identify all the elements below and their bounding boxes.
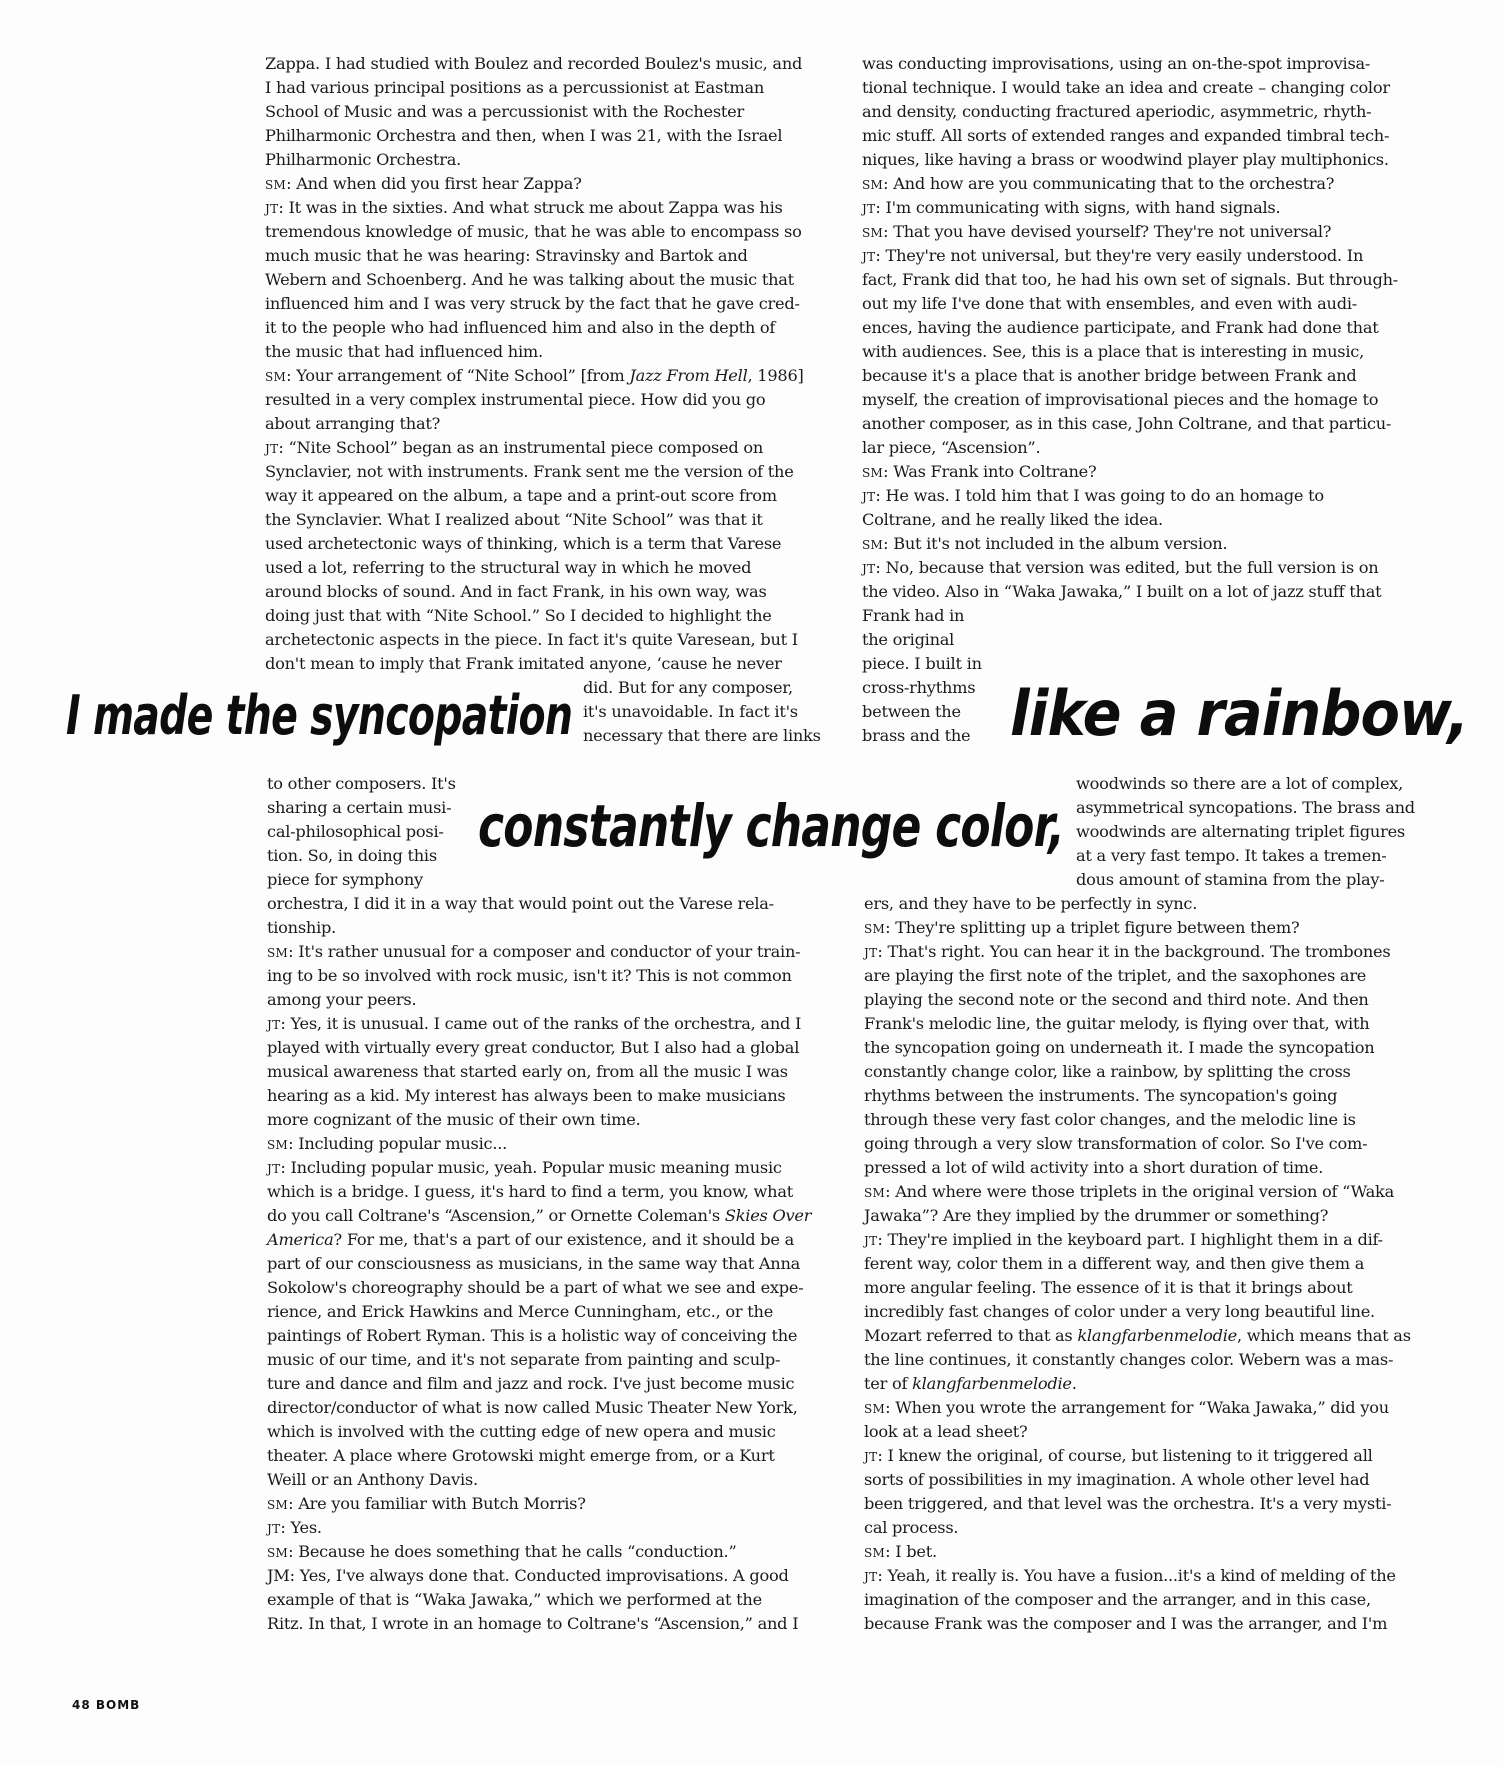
text-run: influenced him and I was very struck by the fact that he gave cred- [265,294,800,313]
speaker-label: sm [267,942,289,962]
text-line [265,628,798,652]
text-run: another composer, as in this case, John Coltrane, and that particu- [862,414,1392,433]
text-run: . [1071,1374,1077,1393]
text-line [864,1012,1369,1036]
text-line [1076,796,1415,820]
text-line [864,1180,1394,1204]
text-run: School of Music and was a percussionist with the Rochester [265,102,744,121]
text-line [862,556,1378,580]
text-run: , 1986] [747,366,804,385]
text-line [864,1084,1337,1108]
text-run: cal process. [864,1518,959,1537]
text-line [864,1348,1393,1372]
text-run: Zappa. I had studied with Boulez and recorded Boulez's music, and [265,54,803,73]
text-run: : And where were those triplets in the original version of “Waka [885,1182,1394,1201]
text-run: piece for symphony [267,870,423,889]
text-run: : I knew the original, of course, but listening to it triggered all [877,1446,1373,1465]
italic-title: klangfarbenmelodie [912,1374,1072,1393]
text-run: Philharmonic Orchestra. [265,150,462,169]
text-run: used archetectonic ways of thinking, which is a term that Varese [265,534,782,553]
text-line [265,580,767,604]
speaker-label: sm [864,918,886,938]
text-run: theater. A place where Grotowski might emerge from, or a Kurt [267,1446,775,1465]
text-line [862,652,982,676]
text-line [267,1588,762,1612]
text-line [267,1324,797,1348]
text-line [267,1420,776,1444]
text-run: : Yes. [280,1518,322,1537]
text-run: tional technique. I would take an idea and create – changing color [862,78,1390,97]
text-line [864,1108,1356,1132]
text-line [864,1492,1391,1516]
text-line [862,52,1370,76]
text-run: because it's a place that is another bridge between Frank and [862,366,1357,385]
text-run: which is a bridge. I guess, it's hard to find a term, you know, what [267,1182,793,1201]
text-line [862,460,1096,484]
text-line [862,340,1364,364]
text-run: : Yes, it is unusual. I came out of the ranks of the orchestra, and I [280,1014,802,1033]
text-line [267,796,451,820]
text-run: incredibly fast changes of color under a very long beautiful line. [864,1302,1375,1321]
text-line [862,628,954,652]
text-run: Jawaka”? Are they implied by the drummer or something? [864,1206,1329,1225]
text-line [267,1252,800,1276]
text-run: imagination of the composer and the arranger, and in this case, [864,1590,1371,1609]
text-run: ? For me, that's a part of our existence, and it should be a [333,1230,795,1249]
text-run: woodwinds are alternating triplet figures [1076,822,1405,841]
text-run: much music that he was hearing: Stravinsky and Bartok and [265,246,748,265]
text-line [862,436,1040,460]
text-run: ing to be so involved with rock music, isn't it? This is not common [267,966,792,985]
text-run: : Yeah, it really is. You have a fusion...it's a kind of melding of the [877,1566,1396,1585]
text-run: pressed a lot of wild activity into a short duration of time. [864,1158,1324,1177]
text-line [265,76,764,100]
text-run: mic stuff. All sorts of extended ranges and expanded timbral tech- [862,126,1390,145]
text-run: : When you wrote the arrangement for “Waka Jawaka,” did you [885,1398,1389,1417]
text-line [864,1036,1374,1060]
text-line [862,244,1363,268]
text-line [265,484,777,508]
speaker-label: jt [864,1446,878,1466]
text-line [862,316,1378,340]
text-line [267,1300,773,1324]
text-run: : I bet. [885,1542,937,1561]
text-line [864,1612,1387,1636]
text-run: Ritz. In that, I wrote in an homage to Coltrane's “Ascension,” and I [267,1614,799,1633]
text-line [864,1204,1328,1228]
text-run: JM: Yes, I've always done that. Conducted improvisations. A good [267,1566,789,1585]
italic-title: klangfarbenmelodie [1077,1326,1237,1345]
text-line [265,460,794,484]
text-line [265,508,763,532]
text-line [267,868,423,892]
text-run: playing the second note or the second and third note. And then [864,990,1369,1009]
text-run: through these very fast color changes, and the melodic line is [864,1110,1356,1129]
text-line [265,604,772,628]
text-run: doing just that with “Nite School.” So I decided to highlight the [265,606,772,625]
speaker-label: sm [864,1182,886,1202]
text-run: the original [862,630,955,649]
text-line [862,292,1357,316]
text-line [864,1516,958,1540]
text-run: and density, conducting fractured aperiodic, asymmetric, rhyth- [862,102,1372,121]
text-run: among your peers. [267,990,417,1009]
text-line [862,100,1371,124]
text-run: : That you have devised yourself? They're not universal? [883,222,1332,241]
text-run: I had various principal positions as a percussionist at Eastman [265,78,765,97]
text-run: fact, Frank did that too, he had his own set of signals. But through- [862,270,1398,289]
speaker-label: jt [265,198,279,218]
text-run: because Frank was the composer and I was the arranger, and I'm [864,1614,1388,1633]
text-run: more angular feeling. The essence of it is that it brings about [864,1278,1353,1297]
text-run: Coltrane, and he really liked the idea. [862,510,1163,529]
speaker-label: sm [267,1134,289,1154]
speaker-label: jt [862,246,876,266]
text-run: sorts of possibilities in my imagination. A whole other level had [864,1470,1370,1489]
text-line [265,340,543,364]
text-line [267,1060,788,1084]
text-line [265,52,802,76]
text-run: between the [862,702,961,721]
text-run: rhythms between the instruments. The syncopation's going [864,1086,1338,1105]
text-line [267,1084,786,1108]
text-line [267,1204,811,1228]
text-run: ture and dance and film and jazz and rock. I've just become music [267,1374,795,1393]
text-line [862,76,1390,100]
text-line [864,1060,1351,1084]
text-line [864,1588,1371,1612]
text-line [267,1348,780,1372]
speaker-label: sm [267,1542,289,1562]
text-line [864,940,1390,964]
text-run: it's unavoidable. In fact it's [583,702,798,721]
text-line [583,700,798,724]
text-line [864,964,1366,988]
text-run: part of our consciousness as musicians, in the same way that Anna [267,1254,801,1273]
text-run: : “Nite School” began as an instrumental piece composed on [278,438,764,457]
text-run: niques, like having a brass or woodwind player play multiphonics. [862,150,1389,169]
text-line [267,1036,799,1060]
text-run: ter of [864,1374,913,1393]
text-line [267,1132,507,1156]
speaker-label: sm [267,1494,289,1514]
page-footer-folio: 48 BOMB [72,1698,141,1712]
text-line [1076,772,1403,796]
text-line [267,1468,478,1492]
italic-title: America [267,1230,334,1249]
text-line [864,1564,1396,1588]
text-line [864,1228,1383,1252]
text-line [864,988,1369,1012]
text-run: musical awareness that started early on, from all the music I was [267,1062,788,1081]
speaker-label: sm [864,1398,886,1418]
text-run: orchestra, I did it in a way that would point out the Varese rela- [267,894,774,913]
text-line [267,1108,640,1132]
text-run: Synclavier, not with instruments. Frank sent me the version of the [265,462,794,481]
text-run: : They're implied in the keyboard part. I highlight them in a dif- [877,1230,1383,1249]
text-run: the video. Also in “Waka Jawaka,” I built on a lot of jazz stuff that [862,582,1382,601]
text-line [1076,820,1405,844]
speaker-label: jt [267,1014,281,1034]
text-line [267,1564,789,1588]
text-run: used a lot, referring to the structural way in which he moved [265,558,752,577]
text-line [267,1156,782,1180]
text-line [267,988,416,1012]
text-line [267,820,444,844]
text-run: don't mean to imply that Frank imitated anyone, ‘cause he never [265,654,782,673]
text-line [265,652,782,676]
text-run: : And when did you first hear Zappa? [286,174,582,193]
text-run: : Are you familiar with Butch Morris? [288,1494,586,1513]
text-line [267,892,774,916]
text-run: at a very fast tempo. It takes a tremen- [1076,846,1387,865]
text-run: : Because he does something that he calls “conduction.” [288,1542,737,1561]
text-line [265,364,804,388]
text-line [862,124,1389,148]
text-run: Philharmonic Orchestra and then, when I was 21, with the Israel [265,126,783,145]
text-line [862,388,1378,412]
text-line [583,676,793,700]
text-run: way it appeared on the album, a tape and a print-out score from [265,486,777,505]
text-run: with audiences. See, this is a place that is interesting in music, [862,342,1364,361]
text-line [864,1372,1077,1396]
speaker-label: sm [265,174,287,194]
text-line [265,532,781,556]
text-line [862,364,1357,388]
text-line [267,772,456,796]
text-run: which is involved with the cutting edge of new opera and music [267,1422,776,1441]
text-line [265,196,783,220]
text-run: going through a very slow transformation of color. So I've com- [864,1134,1368,1153]
text-line [267,1612,798,1636]
text-run: the Synclavier. What I realized about “Nite School” was that it [265,510,763,529]
text-run: dous amount of stamina from the play- [1076,870,1385,889]
text-run: necessary that there are links [583,726,821,745]
text-line [265,436,763,460]
text-run: been triggered, and that level was the orchestra. It's a very mysti- [864,1494,1392,1513]
text-line [265,268,794,292]
text-line [267,1396,798,1420]
speaker-label: sm [862,462,884,482]
speaker-label: jt [862,486,876,506]
text-line [265,412,440,436]
text-line [862,700,961,724]
text-run: rience, and Erick Hawkins and Merce Cunningham, etc., or the [267,1302,774,1321]
text-line [864,1468,1369,1492]
text-run: Weill or an Anthony Davis. [267,1470,478,1489]
italic-title: Jazz From Hell [629,366,748,385]
text-line [265,100,744,124]
text-run: look at a lead sheet? [864,1422,1028,1441]
pull-quote-part-1: I made the syncopation [66,684,573,747]
text-run: example of that is “Waka Jawaka,” which we performed at the [267,1590,762,1609]
text-line [862,604,964,628]
text-line [864,892,1197,916]
text-line [583,724,821,748]
text-run: played with virtually every great conductor, But I also had a global [267,1038,800,1057]
text-run: brass and the [862,726,971,745]
text-run: : I'm communicating with signs, with hand signals. [875,198,1281,217]
text-line [862,196,1280,220]
text-line [265,316,775,340]
text-line [267,1228,794,1252]
text-run: : That's right. You can hear it in the background. The trombones [877,942,1391,961]
text-run: Mozart referred to that as [864,1326,1078,1345]
text-run: archetectonic aspects in the piece. In fact it's quite Varesean, but I [265,630,798,649]
text-line [864,1540,937,1564]
speaker-label: sm [862,174,884,194]
speaker-label: jt [864,1566,878,1586]
text-run: Frank's melodic line, the guitar melody, is flying over that, with [864,1014,1370,1033]
text-line [267,1276,803,1300]
text-run: Webern and Schoenberg. And he was talking about the music that [265,270,794,289]
text-run: the syncopation going on underneath it. I made the syncopation [864,1038,1375,1057]
text-run: ences, having the audience participate, and Frank had done that [862,318,1379,337]
text-run: : It was in the sixties. And what struck me about Zappa was his [278,198,783,217]
text-line [265,220,802,244]
text-line [862,172,1334,196]
text-line [864,1300,1375,1324]
text-run: cross-rhythms [862,678,976,697]
text-line [862,676,975,700]
speaker-label: sm [862,534,884,554]
text-run: ferent way, color them in a different way, and then give them a [864,1254,1365,1273]
text-line [265,148,461,172]
text-line [862,724,970,748]
text-line [267,964,792,988]
text-run: : Including popular music... [288,1134,508,1153]
text-line [265,292,800,316]
text-run: more cognizant of the music of their own time. [267,1110,641,1129]
text-line [864,1420,1027,1444]
text-run: asymmetrical syncopations. The brass and [1076,798,1415,817]
speaker-label: sm [862,222,884,242]
text-line [862,412,1391,436]
text-line [1076,868,1385,892]
text-line [265,388,765,412]
text-line [864,1444,1373,1468]
text-run: , which means that as [1236,1326,1411,1345]
text-run: paintings of Robert Ryman. This is a holistic way of conceiving the [267,1326,798,1345]
text-line [862,532,1227,556]
text-run: tionship. [267,918,337,937]
text-line [862,220,1331,244]
text-run: ers, and they have to be perfectly in sync. [864,894,1198,913]
text-line [862,580,1381,604]
text-line [862,268,1398,292]
text-line [864,1252,1364,1276]
text-line [864,1156,1323,1180]
text-run: : Including popular music, yeah. Popular music meaning music [280,1158,782,1177]
text-run: piece. I built in [862,654,982,673]
text-line [267,1492,586,1516]
text-line [267,1540,736,1564]
text-run: the line continues, it constantly changes color. Webern was a mas- [864,1350,1394,1369]
text-run: resulted in a very complex instrumental piece. How did you go [265,390,766,409]
text-run: do you call Coltrane's “Ascension,” or Ornette Coleman's [267,1206,725,1225]
text-run: hearing as a kid. My interest has always been to make musicians [267,1086,786,1105]
text-line [862,484,1324,508]
text-line [864,1324,1411,1348]
speaker-label: jt [864,942,878,962]
text-run: out my life I've done that with ensembles, and even with audi- [862,294,1357,313]
text-run: are playing the first note of the triplet, and the saxophones are [864,966,1367,985]
text-line [267,1012,801,1036]
text-line [864,1396,1389,1420]
text-run: myself, the creation of improvisational pieces and the homage to [862,390,1379,409]
text-run: sharing a certain musi- [267,798,452,817]
text-run: music of our time, and it's not separate from painting and sculp- [267,1350,781,1369]
text-run: woodwinds so there are a lot of complex, [1076,774,1404,793]
text-line [267,1372,794,1396]
speaker-label: jt [265,438,279,458]
text-line [864,1132,1367,1156]
text-run: : They're splitting up a triplet figure between them? [885,918,1300,937]
pull-quote-part-2: like a rainbow, [1010,677,1469,750]
text-run: : But it's not included in the album version. [883,534,1228,553]
text-run: director/conductor of what is now called Music Theater New York, [267,1398,798,1417]
text-line [267,1180,793,1204]
text-run: : Was Frank into Coltrane? [883,462,1097,481]
text-line [862,508,1163,532]
italic-title: Skies Over [724,1206,812,1225]
text-line [864,916,1299,940]
text-run: tremendous knowledge of music, that he was able to encompass so [265,222,802,241]
text-run: the music that had influenced him. [265,342,543,361]
text-run: about arranging that? [265,414,441,433]
text-run: lar piece, “Ascension”. [862,438,1041,457]
text-line [864,1276,1353,1300]
text-line [267,940,800,964]
text-run: : Your arrangement of “Nite School” [from [286,366,630,385]
text-line [267,916,336,940]
pull-quote-part-3: constantly change color, [478,792,1065,860]
text-line [265,124,782,148]
speaker-label: sm [265,366,287,386]
text-run: : No, because that version was edited, but the full version is on [875,558,1379,577]
speaker-label: jt [267,1518,281,1538]
text-run: to other composers. It's [267,774,456,793]
text-run: Frank had in [862,606,965,625]
text-run: did. But for any composer, [583,678,793,697]
speaker-label: jt [864,1230,878,1250]
text-run: Sokolow's choreography should be a part of what we see and expe- [267,1278,804,1297]
text-run: : He was. I told him that I was going to do an homage to [875,486,1324,505]
text-run: constantly change color, like a rainbow, by splitting the cross [864,1062,1351,1081]
text-line [265,244,748,268]
speaker-label: sm [864,1542,886,1562]
text-line [1076,844,1387,868]
text-line [862,148,1389,172]
speaker-label: jt [267,1158,281,1178]
text-run: : And how are you communicating that to the orchestra? [883,174,1335,193]
text-run: : They're not universal, but they're very easily understood. In [875,246,1364,265]
text-run: : It's rather unusual for a composer and conductor of your train- [288,942,801,961]
text-line [267,1444,775,1468]
text-run: around blocks of sound. And in fact Frank, in his own way, was [265,582,767,601]
text-line [265,556,751,580]
speaker-label: jt [862,558,876,578]
text-run: it to the people who had influenced him and also in the depth of [265,318,776,337]
text-line [265,172,582,196]
text-run: cal-philosophical posi- [267,822,444,841]
text-line [267,1516,322,1540]
text-run: was conducting improvisations, using an on-the-spot improvisa- [862,54,1371,73]
text-line [267,844,437,868]
speaker-label: jt [862,198,876,218]
text-run: tion. So, in doing this [267,846,437,865]
